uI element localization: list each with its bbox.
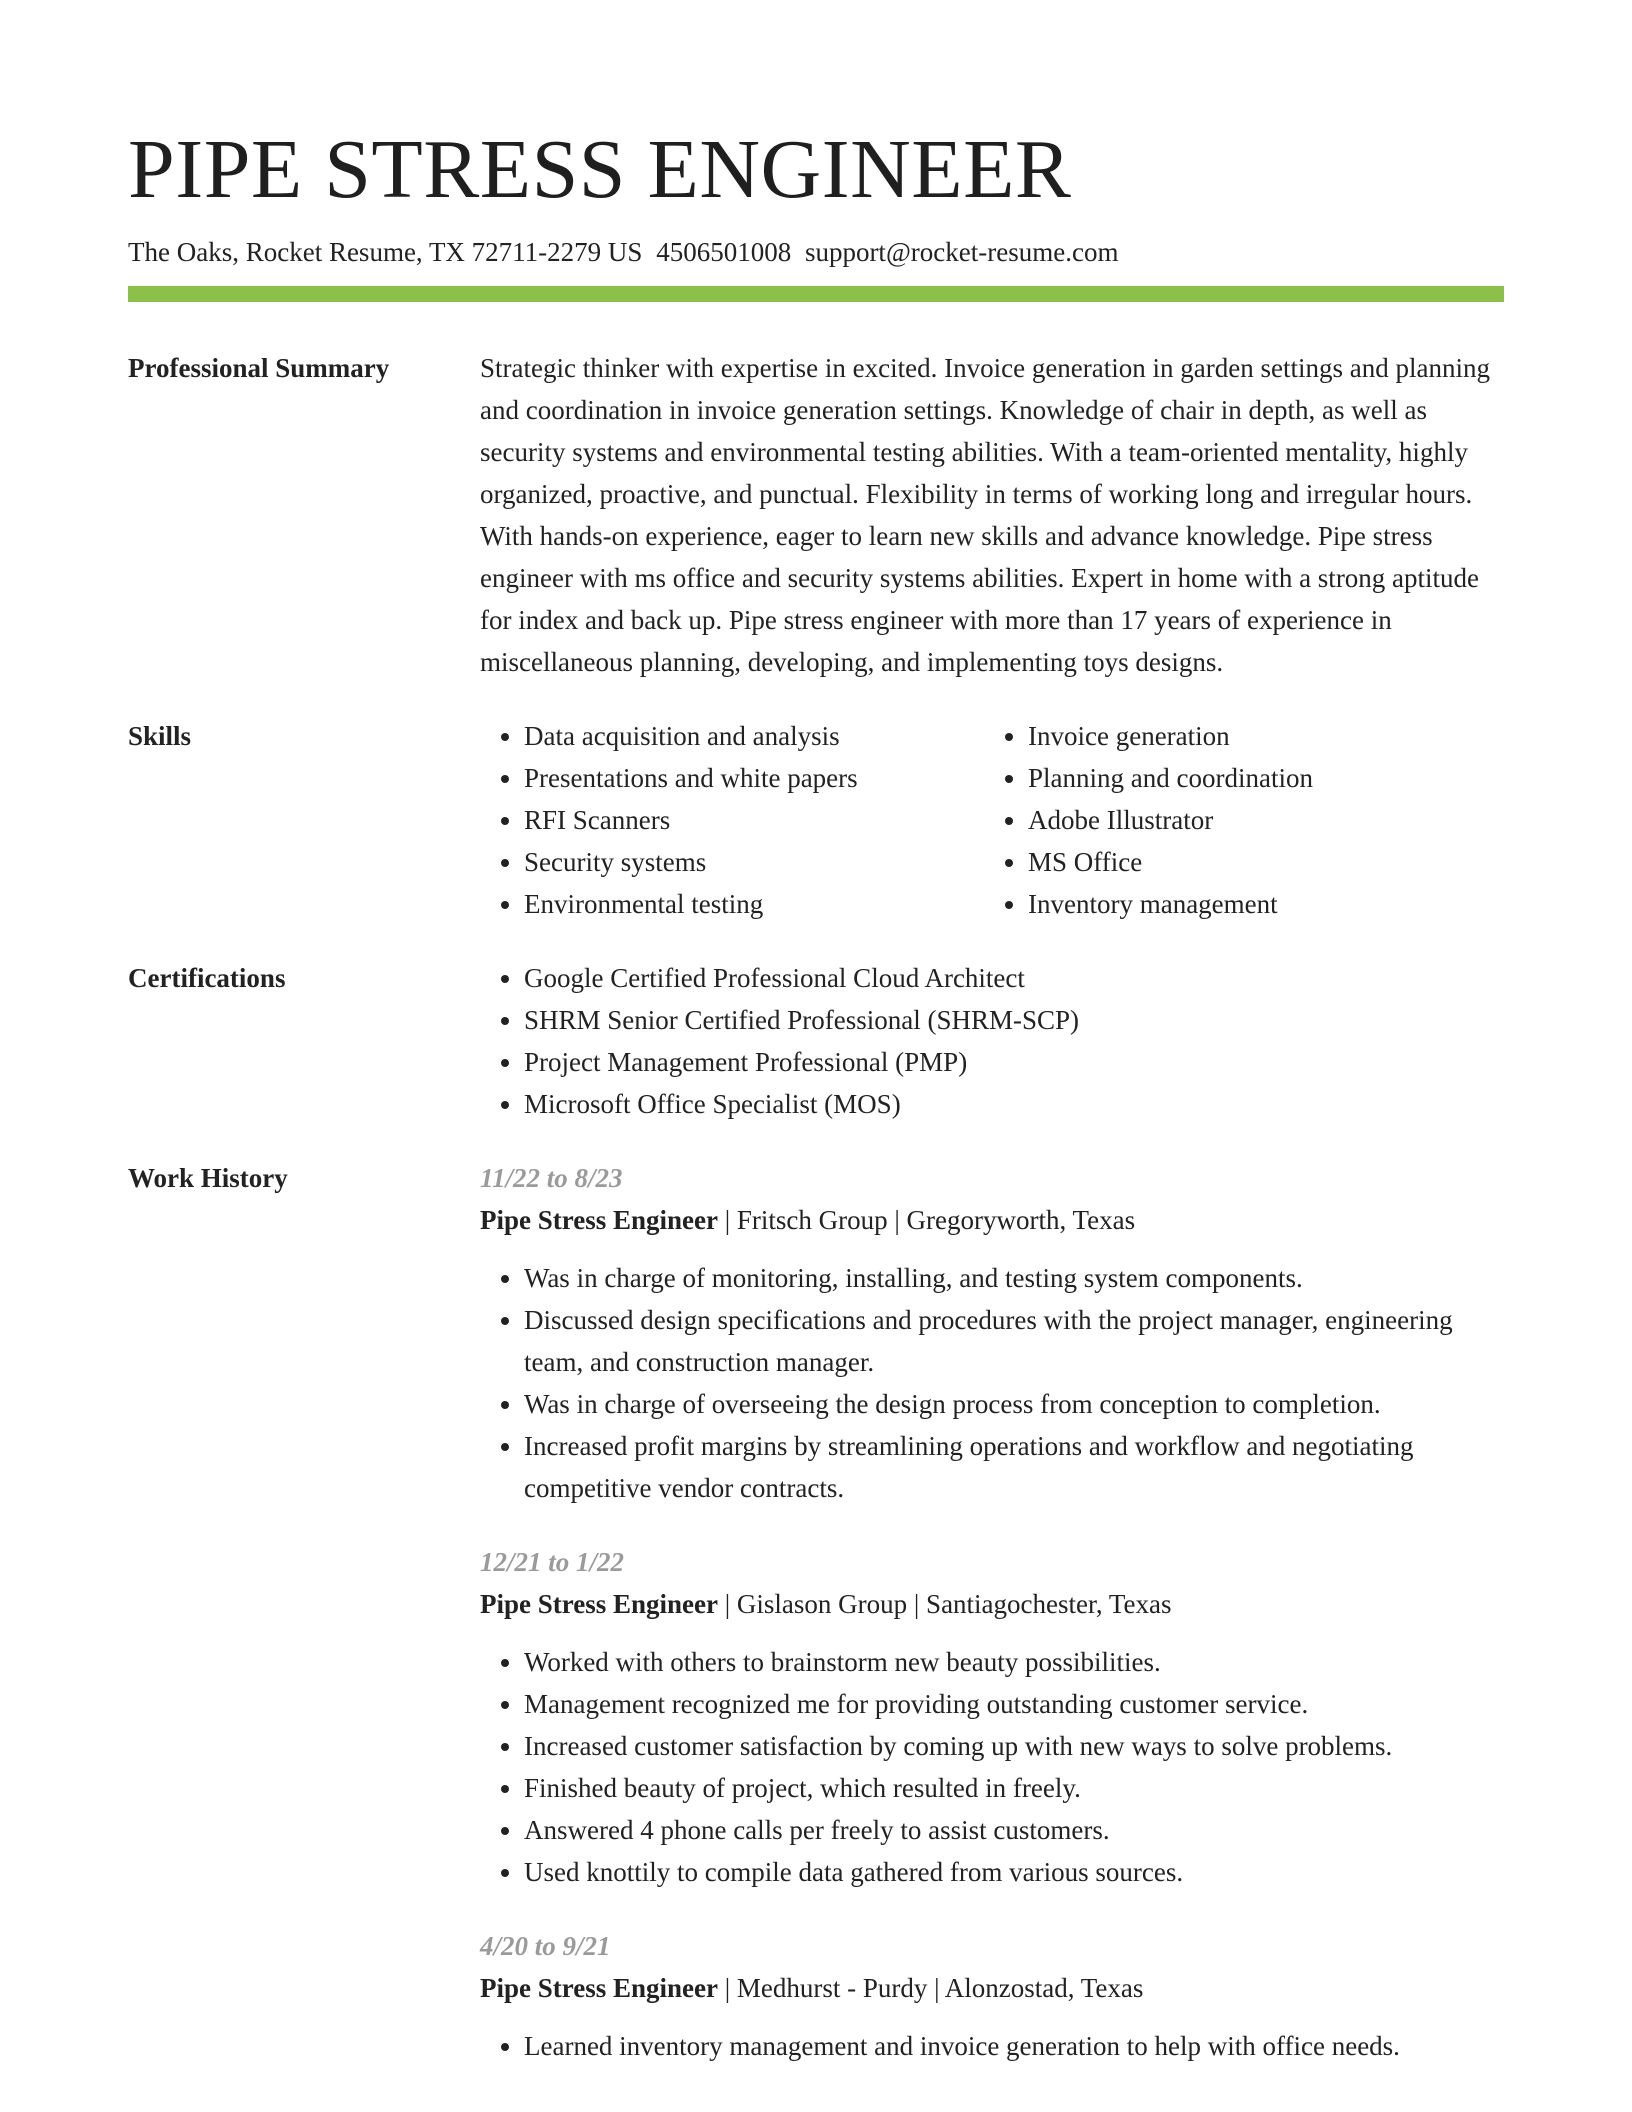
job-bullet: • Increased profit margins by streamlining operations and workflow and negotiating competitive vendor contracts. — [524, 1425, 1504, 1509]
skills-heading: Skills — [128, 721, 192, 751]
skills-list-left — [480, 715, 984, 925]
job-heading — [480, 1199, 1504, 1241]
contact-address: The Oaks, Rocket Resume, TX 72711-2279 US — [128, 237, 643, 267]
contact-phone: 4506501008 — [656, 237, 792, 267]
job-bullet: • Answered 4 phone calls per freely to assist customers. — [524, 1809, 1504, 1851]
job-bullet: • Increased customer satisfaction by coming up with new ways to solve problems. — [524, 1725, 1504, 1767]
job-bullet: • Was in charge of monitoring, installing, and testing system components. — [524, 1257, 1504, 1299]
contact-email: support@rocket-resume.com — [804, 237, 1119, 267]
work-history-section — [128, 1157, 1504, 2099]
skills-columns — [480, 715, 1504, 925]
job-employer-location: | Gislason Group | Santiagochester, Texas — [724, 1589, 1172, 1619]
skills-section — [128, 715, 1504, 925]
job-bullets — [480, 1257, 1504, 1509]
job-title: Pipe Stress Engineer — [480, 1205, 718, 1235]
job-bullet: • Worked with others to brainstorm new beauty possibilities. — [524, 1641, 1504, 1683]
skill-item: • RFI Scanners — [524, 799, 984, 841]
job-bullet: • Used knottily to compile data gathered from various sources. — [524, 1851, 1504, 1893]
skill-item: • MS Office — [1028, 841, 1548, 883]
job-dates: 4/20 to 9/21 — [480, 1931, 611, 1961]
skill-item: • Adobe Illustrator — [1028, 799, 1548, 841]
job-dates: 11/22 to 8/23 — [480, 1163, 623, 1193]
job-heading — [480, 1583, 1504, 1625]
job-bullets — [480, 2025, 1504, 2067]
certifications-section — [128, 957, 1504, 1125]
resume-page — [128, 118, 1504, 2099]
header-divider — [128, 286, 1504, 302]
summary-heading: Professional Summary — [128, 353, 390, 383]
job-employer-location: | Medhurst - Purdy | Alonzostad, Texas — [724, 1973, 1144, 2003]
certification-item: • Microsoft Office Specialist (MOS) — [524, 1083, 1504, 1125]
job-title: Pipe Stress Engineer — [480, 1973, 718, 2003]
job-bullet: • Learned inventory management and invoice generation to help with office needs. — [524, 2025, 1504, 2067]
job-bullets — [480, 1641, 1504, 1893]
certification-item: • Google Certified Professional Cloud Architect — [524, 957, 1504, 999]
job-bullet: • Discussed design specifications and procedures with the project manager, engineering team, and construction manager. — [524, 1299, 1504, 1383]
certifications-list — [480, 957, 1504, 1125]
work-history-heading: Work History — [128, 1163, 288, 1193]
resume-name: PIPE STRESS ENGINEER — [128, 123, 1072, 216]
job-heading — [480, 1967, 1504, 2009]
certifications-heading: Certifications — [128, 963, 286, 993]
job-bullet: • Finished beauty of project, which resulted in freely. — [524, 1767, 1504, 1809]
certification-item: • Project Management Professional (PMP) — [524, 1041, 1504, 1083]
job-entry — [480, 1157, 1504, 1509]
skill-item: • Environmental testing — [524, 883, 984, 925]
skill-item: • Invoice generation — [1028, 715, 1548, 757]
summary-section — [128, 347, 1504, 683]
job-employer-location: | Fritsch Group | Gregoryworth, Texas — [724, 1205, 1136, 1235]
job-bullet: • Management recognized me for providing outstanding customer service. — [524, 1683, 1504, 1725]
summary-text: Strategic thinker with expertise in excited. Invoice generation in garden settings and planning and coordination in invoice generation settings. Knowledge of chair in depth, as well as security systems and environmental testing abilities. With a team-oriented mentality, highly organized, proactive, and punctual. Flexibility in terms of working long and irregular hours. With hands-on experience, eager to learn new skills and advance knowledge. Pipe stress engineer with ms office and security systems abilities. Expert in home with a strong aptitude for index and back up. Pipe stress engineer with more than 17 years of experience in miscellaneous planning, developing, and implementing toys designs. — [480, 353, 1490, 677]
job-bullet: • Was in charge of overseeing the design process from conception to completion. — [524, 1383, 1504, 1425]
skill-item: • Planning and coordination — [1028, 757, 1548, 799]
skill-item: • Security systems — [524, 841, 984, 883]
contact-line — [128, 234, 1504, 270]
work-history-body — [480, 1157, 1504, 2099]
job-title: Pipe Stress Engineer — [480, 1589, 718, 1619]
certification-item: • SHRM Senior Certified Professional (SHRM-SCP) — [524, 999, 1504, 1041]
job-dates: 12/21 to 1/22 — [480, 1547, 625, 1577]
skills-list-right — [984, 715, 1548, 925]
skill-item: • Presentations and white papers — [524, 757, 984, 799]
skill-item: • Data acquisition and analysis — [524, 715, 984, 757]
job-entry — [480, 1925, 1504, 2067]
job-entry — [480, 1541, 1504, 1893]
certifications-body — [480, 957, 1504, 1125]
skill-item: • Inventory management — [1028, 883, 1548, 925]
